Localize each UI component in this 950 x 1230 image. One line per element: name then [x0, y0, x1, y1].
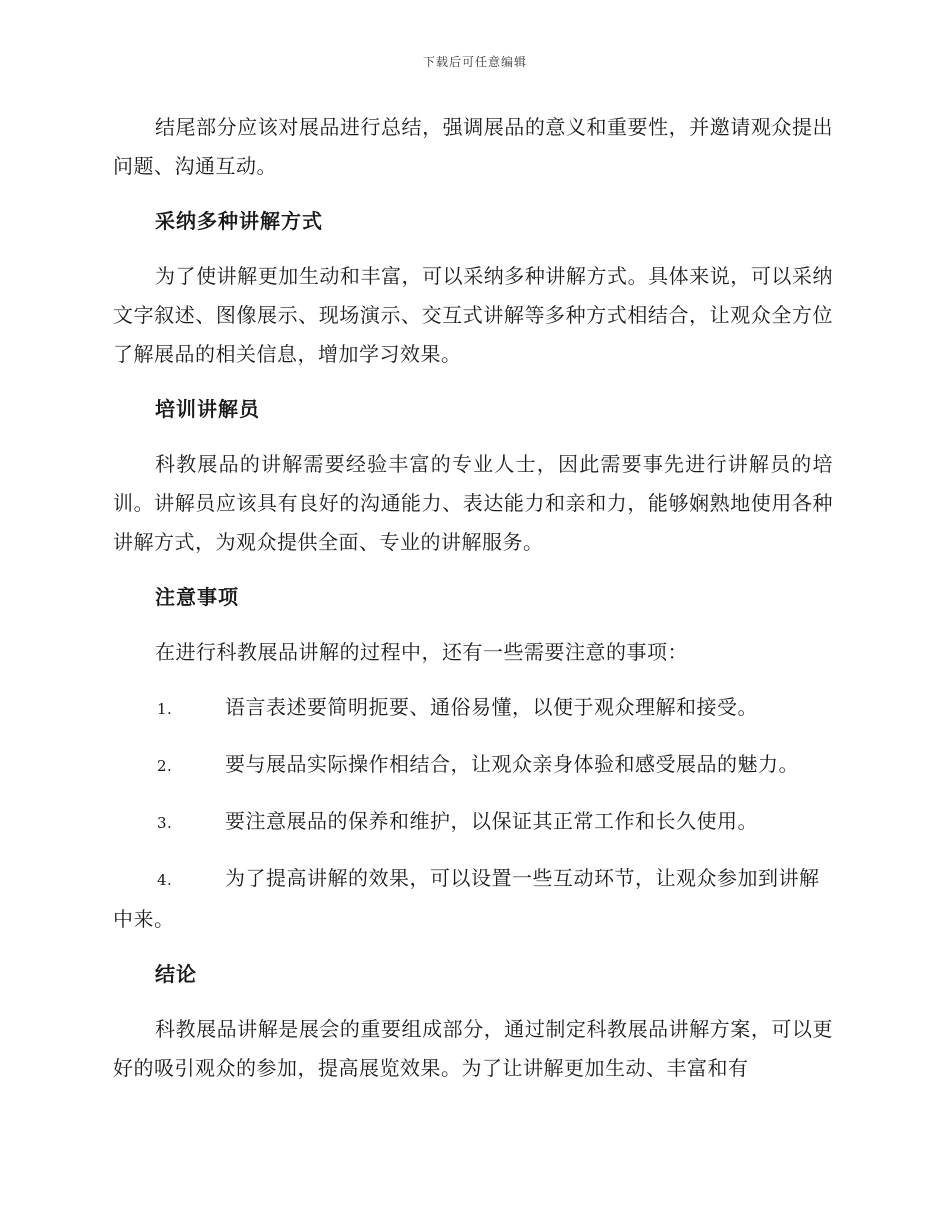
list-item-text: 为了提高讲解的效果，可以设置一些互动环节，让观众参加到讲解中来。 [113, 866, 820, 931]
paragraph-summary-ending: 结尾部分应该对展品进行总结，强调展品的意义和重要性，并邀请观众提出问题、沟通互动。 [113, 115, 833, 178]
list-item-text: 要与展品实际操作相结合，让观众亲身体验和感受展品的魅力。 [225, 752, 799, 776]
paragraph-training: 科教展品的讲解需要经验丰富的专业人士，因此需要事先进行讲解员的培训。讲解员应该具有良好的沟通能力、表达能力和亲和力，能够娴熟地使用各种讲解方式，为观众提供全面、专业的讲解服务。 [113, 452, 833, 554]
list-item-text: 语言表述要简明扼要、通俗易懂，以便于观众理解和接受。 [225, 695, 758, 719]
section-heading-notes: 注意事项 [155, 585, 239, 609]
list-item-number: 1. [157, 700, 173, 718]
list-item [113, 859, 833, 939]
document-body [113, 108, 833, 1104]
section-heading-training: 培训讲解员 [155, 397, 260, 421]
list-item-number: 4. [157, 871, 173, 889]
page-header: 下载后可任意编辑 [422, 55, 527, 69]
paragraph-conclusion: 科教展品讲解是展会的重要组成部分，通过制定科教展品讲解方案，可以更好的吸引观众的参加，提高展览效果。为了让讲解更加生动、丰富和有 [113, 1017, 833, 1080]
paragraph-methods: 为了使讲解更加生动和丰富，可以采纳多种讲解方式。具体来说，可以采纳文字叙述、图像展示、现场演示、交互式讲解等多种方式相结合，让观众全方位了解展品的相关信息，增加学习效果。 [113, 264, 833, 366]
list-item-number: 2. [157, 757, 173, 775]
section-heading-methods: 采纳多种讲解方式 [155, 209, 323, 233]
list-item [113, 802, 833, 843]
paragraph-notes-intro: 在进行科教展品讲解的过程中，还有一些需要注意的事项： [155, 640, 688, 664]
list-item [113, 688, 833, 729]
section-heading-conclusion: 结论 [155, 962, 197, 986]
list-item-text: 要注意展品的保养和维护，以保证其正常工作和长久使用。 [225, 809, 758, 833]
list-item-number: 3. [157, 814, 173, 832]
list-item [113, 745, 833, 786]
